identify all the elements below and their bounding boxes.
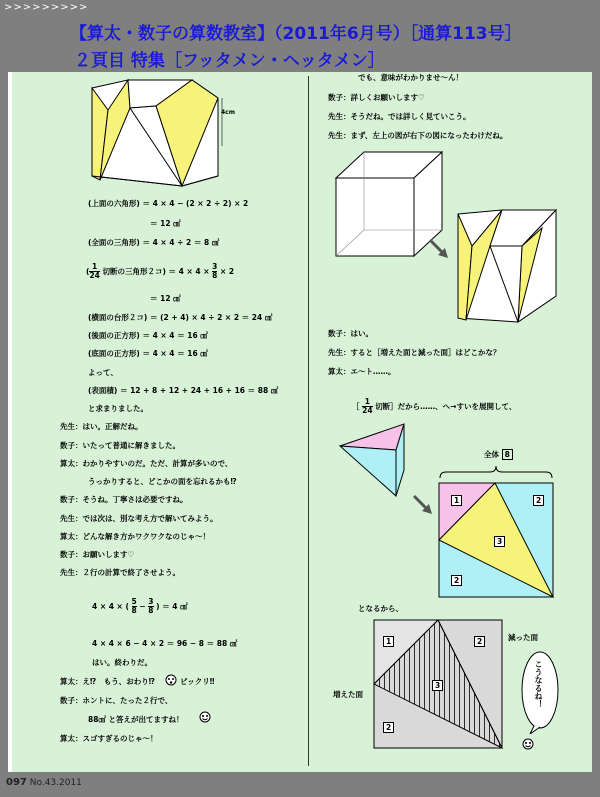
page-subtitle: ２頁目 特集［フッタメン・ヘッタメン］: [74, 51, 385, 71]
dialog-line: うっかりすると、どこかの面を忘れるかも⁉: [88, 477, 237, 486]
bottom-label-2b: 2: [383, 722, 394, 733]
net-label-2: 2: [533, 495, 544, 506]
decreased-face-label: 減った面: [508, 633, 538, 642]
dialog-line: 先生：そうだね。では詳しく見ていこう。: [328, 112, 471, 121]
therefore-text: よって、: [88, 368, 118, 377]
calc-line-2: 4 × 4 × 6 − 4 × 2 ＝ 96 − 8 ＝ 88 ㎠: [92, 639, 238, 648]
net-label-2b: 2: [451, 575, 462, 586]
net-label-3: 3: [494, 536, 505, 547]
whole-label: 全体 8: [484, 449, 513, 460]
formula-trapezoid: (横面の台形２コ) ＝ (2 + 4) × 4 ÷ 2 × 2 ＝ 24 ㎠: [88, 313, 273, 322]
formula-back-square: (後面の正方形) ＝ 4 × 4 ＝ 16 ㎠: [88, 331, 208, 340]
cut-cube-figure-right: [452, 206, 564, 330]
formula-bottom-square: (底面の正方形) ＝ 4 × 4 ＝ 16 ㎠: [88, 349, 208, 358]
fraction: $\frac{3}{8}$: [148, 597, 154, 616]
calc-line-1: 4 × 4 × ( $\frac{5}{8}$ − $\frac{3}{8}$ ) ＝ 4 ㎠: [92, 597, 188, 616]
fraction: $\frac{5}{8}$: [131, 597, 137, 616]
smile-face-icon: [199, 711, 211, 723]
surprise-face-icon: [165, 674, 177, 686]
dialog-line: 数子：そうね。丁寧さは必要ですね。: [60, 495, 188, 504]
dialog-line: 先生：はい。正解だね。: [60, 422, 143, 431]
bottom-label-3: 3: [432, 680, 443, 691]
dialog-line: でも、意味がわかりませ〜ん！: [358, 73, 463, 82]
formula-cut-triangle: ( $\frac{1}{24}$ 切断の三角形２コ) ＝ 4 × 4 × $\frac{3}{8}$ × 2: [86, 262, 235, 281]
dialog-line: 数子：ホントに、たった２行で、: [60, 696, 173, 705]
left-margin-bar: [8, 72, 12, 772]
speech-bubble-text: こうなるね！: [534, 660, 543, 708]
dialog-line: 算太：どんな解き方かワクワクなのじゃ〜！: [60, 532, 210, 541]
column-divider: [308, 76, 309, 766]
dialog-line: 算太：わかりやすいのだ。ただ、計算が多いので、: [60, 459, 233, 468]
arrow-icon: [412, 494, 434, 516]
dialog-line: 数子：はい。: [328, 329, 373, 338]
dialog-line: 数子：いたって普通に解きました。: [60, 441, 180, 450]
fraction: $\frac{3}{8}$: [212, 262, 218, 281]
formula-hexagon-result: ＝ 12 ㎠: [150, 219, 181, 228]
dialog-line: 算太：スゴすぎるのじゃ〜！: [60, 734, 158, 743]
dialog-line: 算太：エ〜ト……。: [328, 367, 396, 376]
formula-front-triangle: (全面の三角形) ＝ 4 × 4 ÷ 2 ＝ 8 ㎠: [88, 238, 220, 247]
fraction: $\frac{1}{24}$: [362, 397, 373, 416]
formula-surface-area: (表面積) ＝ 12 + 8 + 12 + 24 + 16 + 16 ＝ 88 ㎠: [88, 386, 279, 395]
bottom-label-2: 2: [474, 636, 485, 647]
arrow-icon: [428, 238, 450, 260]
dialog-line: ビックリ‼: [180, 677, 215, 686]
formula-cut-result: ＝ 12 ㎠: [150, 294, 181, 303]
calc-done: はい。終わりだ。: [92, 658, 152, 667]
header-arrows: >>>>>>>>>: [4, 2, 89, 13]
dialog-line: 数子：詳しくお願いします♡: [328, 93, 425, 102]
page-title: 【算太・数子の算数教室】（2011年6月号）［通算113号］: [70, 24, 522, 44]
dialog-line: 先生：まず、左上の図が右下の図になったわけだね。: [328, 131, 508, 140]
cut-caption: ［ $\frac{1}{24}$ 切断］だから……、へ→すいを展開して、: [352, 397, 517, 416]
increased-face-label: 増えた面: [333, 690, 363, 699]
dialog-line: 数子：お願いします♡: [60, 550, 135, 559]
formula-hexagon: (上面の六角形) ＝ 4 × 4 − (2 × 2 ÷ 2) × 2: [88, 199, 249, 208]
tetrahedron-figure: [336, 420, 416, 500]
bottom-label-1: 1: [383, 636, 394, 647]
dialog-line: 先生：２行の計算で終了させよう。: [60, 568, 180, 577]
cut-cube-figure: [70, 76, 230, 188]
dimension-label: 4cm: [221, 109, 235, 116]
tonaru-text: となるから、: [358, 604, 403, 613]
fraction: $\frac{1}{24}$: [89, 262, 100, 281]
dialog-line: 88㎠ と答えが出てますね！: [88, 715, 184, 724]
smile-face-icon: [522, 738, 534, 750]
dialog-line: 先生：では次は、別な考え方で解いてみよう。: [60, 514, 218, 523]
result-text: と求まりました。: [88, 404, 148, 413]
dialog-line: 算太：え⁉ もう、おわり⁉: [60, 677, 155, 686]
dialog-line: 先生：すると［増えた面と減った面］はどこかな？: [328, 348, 501, 357]
page-footer: 097 No.43.2011: [6, 777, 82, 788]
net-label-1: 1: [451, 495, 462, 506]
